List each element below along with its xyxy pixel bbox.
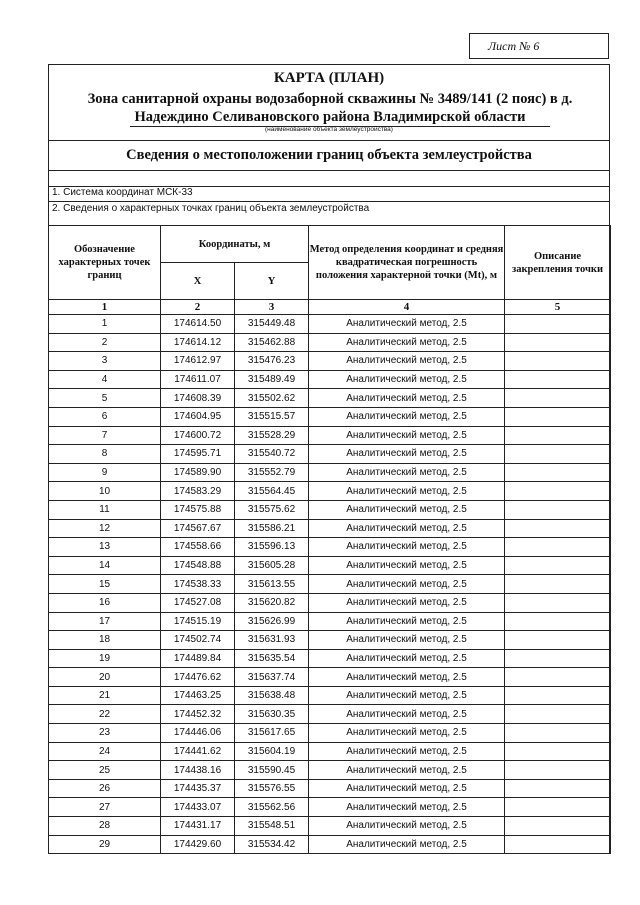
point-number-cell: 14 — [49, 556, 161, 575]
y-coordinate-cell: 315596.13 — [235, 538, 309, 557]
x-coordinate-cell: 174435.37 — [161, 779, 235, 798]
method-cell: Аналитический метод, 2.5 — [309, 519, 505, 538]
point-number-cell: 13 — [49, 538, 161, 557]
fixing-description-cell — [505, 500, 611, 519]
method-cell: Аналитический метод, 2.5 — [309, 538, 505, 557]
table-row — [49, 724, 611, 743]
x-coordinate-cell: 174502.74 — [161, 631, 235, 650]
header-coordinates: Координаты, м — [161, 226, 309, 263]
fixing-description-cell — [505, 798, 611, 817]
table-row — [49, 649, 611, 668]
point-number-cell: 4 — [49, 370, 161, 389]
point-number-cell: 8 — [49, 445, 161, 464]
divider — [48, 170, 610, 171]
method-cell: Аналитический метод, 2.5 — [309, 761, 505, 780]
table-row — [49, 779, 611, 798]
fixing-description-cell — [505, 631, 611, 650]
method-cell: Аналитический метод, 2.5 — [309, 407, 505, 426]
table-row — [49, 333, 611, 352]
header-x: X — [161, 263, 235, 300]
table-row — [49, 352, 611, 371]
table-row — [49, 593, 611, 612]
table-row — [49, 463, 611, 482]
fixing-description-cell — [505, 593, 611, 612]
x-coordinate-cell: 174614.50 — [161, 315, 235, 334]
table-row — [49, 631, 611, 650]
header-method: Метод определения координат и средняя квадратическая погрешность положения характерной точки (Mt), м — [309, 226, 505, 300]
point-number-cell: 12 — [49, 519, 161, 538]
method-cell: Аналитический метод, 2.5 — [309, 835, 505, 854]
method-cell: Аналитический метод, 2.5 — [309, 315, 505, 334]
y-coordinate-cell: 315476.23 — [235, 352, 309, 371]
x-coordinate-cell: 174548.88 — [161, 556, 235, 575]
method-cell: Аналитический метод, 2.5 — [309, 426, 505, 445]
point-number-cell: 29 — [49, 835, 161, 854]
point-number-cell: 15 — [49, 575, 161, 594]
x-coordinate-cell: 174489.84 — [161, 649, 235, 668]
x-coordinate-cell: 174608.39 — [161, 389, 235, 408]
y-coordinate-cell: 315604.19 — [235, 742, 309, 761]
y-coordinate-cell: 315462.88 — [235, 333, 309, 352]
fixing-description-cell — [505, 538, 611, 557]
y-coordinate-cell: 315631.93 — [235, 631, 309, 650]
table-row — [49, 575, 611, 594]
sheet-number: Лист № 6 — [469, 33, 609, 59]
x-coordinate-cell: 174515.19 — [161, 612, 235, 631]
method-cell: Аналитический метод, 2.5 — [309, 631, 505, 650]
fixing-description-cell — [505, 668, 611, 687]
y-coordinate-cell: 315638.48 — [235, 686, 309, 705]
method-cell: Аналитический метод, 2.5 — [309, 817, 505, 836]
fixing-description-cell — [505, 575, 611, 594]
fixing-description-cell — [505, 686, 611, 705]
point-number-cell: 5 — [49, 389, 161, 408]
header-y: Y — [235, 263, 309, 300]
y-coordinate-cell: 315586.21 — [235, 519, 309, 538]
fixing-description-cell — [505, 463, 611, 482]
coordinate-system-label: 1. Система координат МСК-33 — [52, 187, 193, 198]
y-coordinate-cell: 315540.72 — [235, 445, 309, 464]
method-cell: Аналитический метод, 2.5 — [309, 705, 505, 724]
table-row — [49, 389, 611, 408]
fixing-description-cell — [505, 612, 611, 631]
point-number-cell: 19 — [49, 649, 161, 668]
fixing-description-cell — [505, 556, 611, 575]
method-cell: Аналитический метод, 2.5 — [309, 389, 505, 408]
y-coordinate-cell: 315620.82 — [235, 593, 309, 612]
method-cell: Аналитический метод, 2.5 — [309, 668, 505, 687]
table-row — [49, 445, 611, 464]
points-table — [48, 225, 611, 854]
table-row — [49, 612, 611, 631]
method-cell: Аналитический метод, 2.5 — [309, 482, 505, 501]
point-number-cell: 1 — [49, 315, 161, 334]
y-coordinate-cell: 315489.49 — [235, 370, 309, 389]
point-number-cell: 26 — [49, 779, 161, 798]
fixing-description-cell — [505, 779, 611, 798]
fixing-description-cell — [505, 315, 611, 334]
point-number-cell: 17 — [49, 612, 161, 631]
point-number-cell: 7 — [49, 426, 161, 445]
column-number: 3 — [235, 300, 309, 315]
point-number-cell: 22 — [49, 705, 161, 724]
y-coordinate-cell: 315613.55 — [235, 575, 309, 594]
fixing-description-cell — [505, 817, 611, 836]
column-number: 4 — [309, 300, 505, 315]
point-number-cell: 25 — [49, 761, 161, 780]
method-cell: Аналитический метод, 2.5 — [309, 333, 505, 352]
point-number-cell: 2 — [49, 333, 161, 352]
table-row — [49, 705, 611, 724]
fixing-description-cell — [505, 426, 611, 445]
point-number-cell: 6 — [49, 407, 161, 426]
fixing-description-cell — [505, 352, 611, 371]
y-coordinate-cell: 315637.74 — [235, 668, 309, 687]
column-number: 2 — [161, 300, 235, 315]
fixing-description-cell — [505, 649, 611, 668]
x-coordinate-cell: 174611.07 — [161, 370, 235, 389]
object-name-note: (наименование объекта землеустройства) — [265, 126, 393, 133]
table-row — [49, 370, 611, 389]
y-coordinate-cell: 315534.42 — [235, 835, 309, 854]
table-row — [49, 315, 611, 334]
x-coordinate-cell: 174438.16 — [161, 761, 235, 780]
x-coordinate-cell: 174612.97 — [161, 352, 235, 371]
method-cell: Аналитический метод, 2.5 — [309, 612, 505, 631]
point-number-cell: 3 — [49, 352, 161, 371]
points-info-label: 2. Сведения о характерных точках границ объекта землеустройства — [52, 203, 370, 214]
x-coordinate-cell: 174446.06 — [161, 724, 235, 743]
fixing-description-cell — [505, 389, 611, 408]
fixing-description-cell — [505, 761, 611, 780]
x-coordinate-cell: 174604.95 — [161, 407, 235, 426]
x-coordinate-cell: 174600.72 — [161, 426, 235, 445]
x-coordinate-cell: 174538.33 — [161, 575, 235, 594]
table-row — [49, 500, 611, 519]
method-cell: Аналитический метод, 2.5 — [309, 556, 505, 575]
method-cell: Аналитический метод, 2.5 — [309, 500, 505, 519]
y-coordinate-cell: 315502.62 — [235, 389, 309, 408]
point-number-cell: 10 — [49, 482, 161, 501]
y-coordinate-cell: 315562.56 — [235, 798, 309, 817]
table-row — [49, 426, 611, 445]
point-number-cell: 21 — [49, 686, 161, 705]
header-designation: Обозначение характерных точек границ — [49, 226, 161, 300]
y-coordinate-cell: 315630.35 — [235, 705, 309, 724]
y-coordinate-cell: 315590.45 — [235, 761, 309, 780]
y-coordinate-cell: 315449.48 — [235, 315, 309, 334]
x-coordinate-cell: 174431.17 — [161, 817, 235, 836]
table-row — [49, 519, 611, 538]
method-cell: Аналитический метод, 2.5 — [309, 742, 505, 761]
method-cell: Аналитический метод, 2.5 — [309, 724, 505, 743]
x-coordinate-cell: 174567.67 — [161, 519, 235, 538]
x-coordinate-cell: 174575.88 — [161, 500, 235, 519]
x-coordinate-cell: 174429.60 — [161, 835, 235, 854]
x-coordinate-cell: 174589.90 — [161, 463, 235, 482]
section-title: Сведения о местоположении границ объекта землеустройства — [126, 146, 532, 163]
point-number-cell: 16 — [49, 593, 161, 612]
y-coordinate-cell: 315635.54 — [235, 649, 309, 668]
method-cell: Аналитический метод, 2.5 — [309, 463, 505, 482]
column-number: 1 — [49, 300, 161, 315]
point-number-cell: 28 — [49, 817, 161, 836]
table-row — [49, 482, 611, 501]
column-number: 5 — [505, 300, 611, 315]
y-coordinate-cell: 315564.45 — [235, 482, 309, 501]
y-coordinate-cell: 315515.57 — [235, 407, 309, 426]
y-coordinate-cell: 315617.65 — [235, 724, 309, 743]
x-coordinate-cell: 174433.07 — [161, 798, 235, 817]
x-coordinate-cell: 174614.12 — [161, 333, 235, 352]
table-row — [49, 686, 611, 705]
x-coordinate-cell: 174595.71 — [161, 445, 235, 464]
fixing-description-cell — [505, 519, 611, 538]
x-coordinate-cell: 174476.62 — [161, 668, 235, 687]
table-row — [49, 407, 611, 426]
fixing-description-cell — [505, 724, 611, 743]
fixing-description-cell — [505, 407, 611, 426]
table-row — [49, 798, 611, 817]
method-cell: Аналитический метод, 2.5 — [309, 686, 505, 705]
y-coordinate-cell: 315528.29 — [235, 426, 309, 445]
fixing-description-cell — [505, 482, 611, 501]
x-coordinate-cell: 174583.29 — [161, 482, 235, 501]
point-number-cell: 20 — [49, 668, 161, 687]
point-number-cell: 18 — [49, 631, 161, 650]
fixing-description-cell — [505, 835, 611, 854]
y-coordinate-cell: 315575.62 — [235, 500, 309, 519]
x-coordinate-cell: 174452.32 — [161, 705, 235, 724]
table-row — [49, 556, 611, 575]
method-cell: Аналитический метод, 2.5 — [309, 649, 505, 668]
point-number-cell: 9 — [49, 463, 161, 482]
table-row — [49, 817, 611, 836]
table-row — [49, 538, 611, 557]
header-fixing: Описание закрепления точки — [505, 226, 611, 300]
x-coordinate-cell: 174558.66 — [161, 538, 235, 557]
x-coordinate-cell: 174527.08 — [161, 593, 235, 612]
point-number-cell: 23 — [49, 724, 161, 743]
method-cell: Аналитический метод, 2.5 — [309, 370, 505, 389]
x-coordinate-cell: 174463.25 — [161, 686, 235, 705]
method-cell: Аналитический метод, 2.5 — [309, 352, 505, 371]
document-subtitle: Зона санитарной охраны водозаборной скважины № 3489/141 (2 пояс) в д. Надеждино Селивановского района Владимирской области — [87, 91, 573, 125]
point-number-cell: 24 — [49, 742, 161, 761]
y-coordinate-cell: 315626.99 — [235, 612, 309, 631]
method-cell: Аналитический метод, 2.5 — [309, 779, 505, 798]
y-coordinate-cell: 315605.28 — [235, 556, 309, 575]
method-cell: Аналитический метод, 2.5 — [309, 445, 505, 464]
fixing-description-cell — [505, 445, 611, 464]
x-coordinate-cell: 174441.62 — [161, 742, 235, 761]
table-row — [49, 761, 611, 780]
method-cell: Аналитический метод, 2.5 — [309, 798, 505, 817]
point-number-cell: 11 — [49, 500, 161, 519]
method-cell: Аналитический метод, 2.5 — [309, 575, 505, 594]
divider — [48, 201, 610, 202]
document-title: КАРТА (ПЛАН) — [273, 70, 385, 86]
point-number-cell: 27 — [49, 798, 161, 817]
table-row — [49, 835, 611, 854]
y-coordinate-cell: 315576.55 — [235, 779, 309, 798]
fixing-description-cell — [505, 333, 611, 352]
method-cell: Аналитический метод, 2.5 — [309, 593, 505, 612]
y-coordinate-cell: 315552.79 — [235, 463, 309, 482]
fixing-description-cell — [505, 370, 611, 389]
table-row — [49, 742, 611, 761]
fixing-description-cell — [505, 742, 611, 761]
fixing-description-cell — [505, 705, 611, 724]
y-coordinate-cell: 315548.51 — [235, 817, 309, 836]
table-row — [49, 668, 611, 687]
